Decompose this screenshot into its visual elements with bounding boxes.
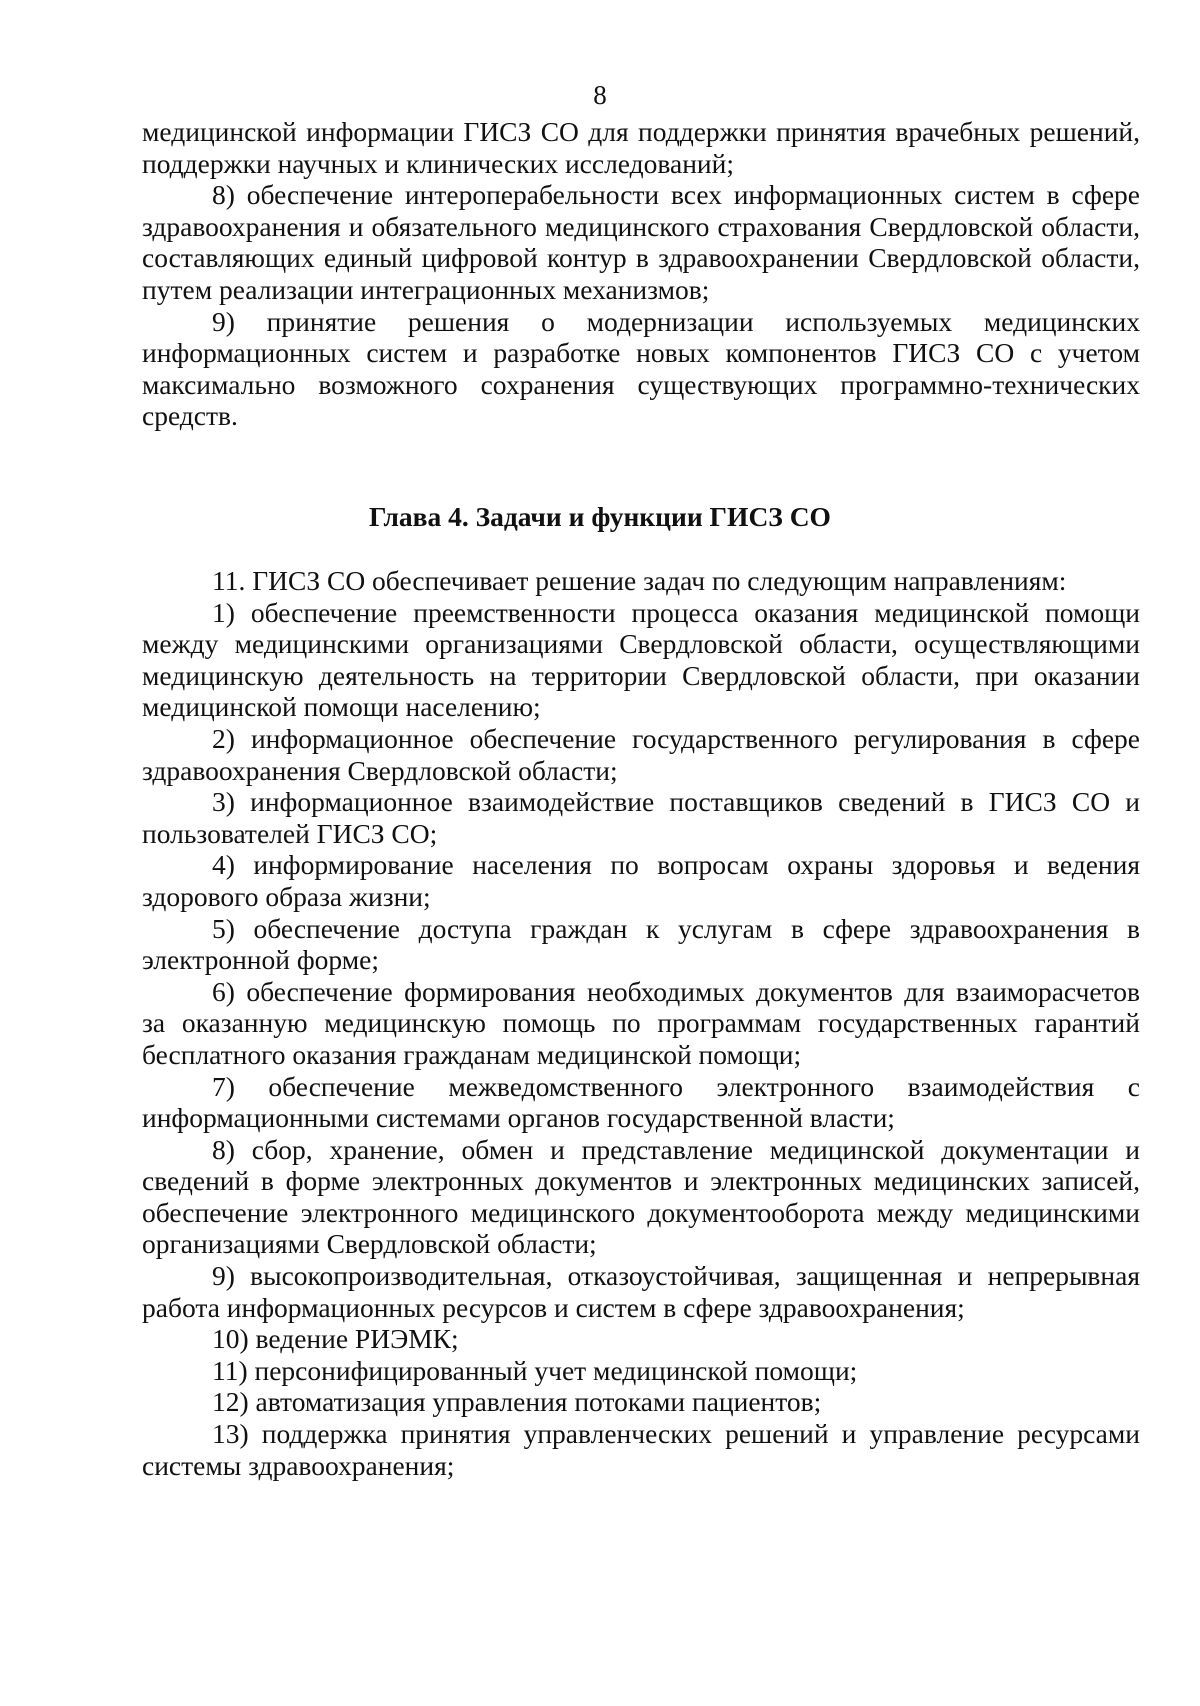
list-item: 12) автоматизация управления потоками пациентов; (212, 1386, 822, 1418)
list-item: 9) высокопроизводительная, отказоустойчивая, защищенная и непрерывная работа информационных ресурсов и систем в сфере здравоохранения; (142, 1260, 1140, 1323)
list-item: 4) информирование населения по вопросам охраны здоровья и ведения здорового образа жизни; (142, 849, 1140, 912)
section-tasks-list (142, 565, 1140, 1481)
list-item: 7) обеспечение межведомственного электронного взаимодействия с информационными системами органов государственной власти; (142, 1070, 1140, 1134)
paragraph: 11. ГИСЗ СО обеспечивает решение задач по следующим направлениям: (212, 565, 1067, 596)
paragraph: медицинской информации ГИСЗ СО для поддержки принятия врачебных решений, поддержки научных и клинических исследований; (142, 116, 1140, 179)
list-item: 2) информационное обеспечение государственного регулирования в сфере здравоохранения Свердловской области; (142, 722, 1140, 786)
list-item: 10) ведение РИЭМК; (212, 1323, 459, 1355)
list-item: 3) информационное взаимодействие поставщиков сведений в ГИСЗ СО и пользователей ГИСЗ СО; (142, 786, 1140, 849)
list-item: 13) поддержка принятия управленческих решений и управление ресурсами системы здравоохранения; (142, 1418, 1140, 1481)
page-number: 8 (593, 80, 607, 110)
list-item: 6) обеспечение формирования необходимых документов для взаиморасчетов за оказанную медицинскую помощь по программам государственных гарантий бесплатного оказания гражданам медицинской помощи; (142, 975, 1140, 1070)
list-item: 11) персонифицированный учет медицинской помощи; (212, 1354, 858, 1386)
list-item: 8) сбор, хранение, обмен и представление медицинской документации и сведений в форме электронных документов и электронных медицинских записей, обеспечение электронного медицинского документооборота между медицинскими организациями Свердловской области; (142, 1133, 1140, 1260)
list-item: 9) принятие решения о модернизации используемых медицинских информационных систем и разработке новых компонентов ГИСЗ СО с учетом максимально возможного сохранения существующих программно-технических средств. (142, 305, 1140, 432)
list-item: 8) обеспечение интероперабельности всех информационных систем в сфере здравоохранения и обязательного медицинского страхования Свердловской области, составляющих единый цифровой контур в здравоохранении Свердловской области, путем реализации интеграционных механизмов; (142, 179, 1140, 305)
list-item: 1) обеспечение преемственности процесса оказания медицинской помощи между медицинскими организациями Свердловской области, осуществляющими медицинскую деятельность на территории Свердловской области, при оказании медицинской помощи населению; (142, 596, 1140, 723)
section-continued-list (142, 116, 1140, 432)
chapter-heading: Глава 4. Задачи и функции ГИСЗ СО (369, 501, 831, 532)
list-item: 5) обеспечение доступа граждан к услугам в сфере здравоохранения в электронной форме; (142, 912, 1140, 976)
